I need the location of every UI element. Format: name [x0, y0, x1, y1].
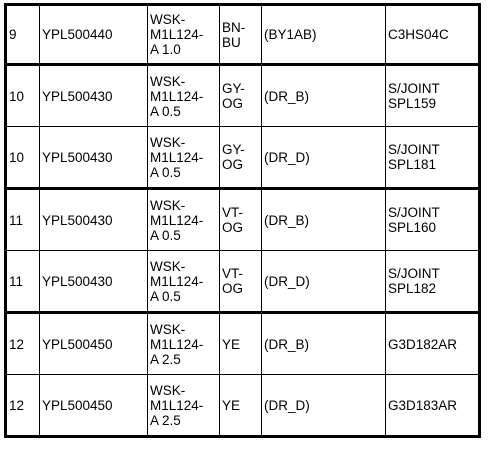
wire-number-cell: 9: [6, 5, 40, 65]
wire-spec-cell: WSK- M1L124- A 0.5: [148, 65, 220, 127]
wire-harness-table: [4, 3, 481, 438]
wire-spec-cell: WSK- M1L124- A 0.5: [148, 251, 220, 313]
connection-cell: G3D182AR: [386, 313, 480, 375]
table-row: [6, 65, 480, 127]
part-number-cell: YPL500450: [40, 313, 148, 375]
wire-color-cell: GY- OG: [220, 65, 262, 127]
wire-number-cell: 12: [6, 375, 40, 437]
wire-number-cell: 11: [6, 189, 40, 251]
circuit-cell: (DR_B): [262, 189, 386, 251]
wire-color-cell: BN- BU: [220, 5, 262, 65]
part-number-cell: YPL500440: [40, 5, 148, 65]
wire-color-cell: VT- OG: [220, 251, 262, 313]
part-number-cell: YPL500430: [40, 127, 148, 189]
circuit-cell: (DR_B): [262, 65, 386, 127]
wire-number-cell: 12: [6, 313, 40, 375]
wire-spec-cell: WSK- M1L124- A 2.5: [148, 375, 220, 437]
wire-number-cell: 10: [6, 65, 40, 127]
wire-number-cell: 10: [6, 127, 40, 189]
wire-spec-cell: WSK- M1L124- A 0.5: [148, 127, 220, 189]
connection-cell: C3HS04C: [386, 5, 480, 65]
connection-cell: G3D183AR: [386, 375, 480, 437]
table-row: [6, 189, 480, 251]
circuit-cell: (DR_D): [262, 375, 386, 437]
table-row: [6, 313, 480, 375]
wire-number-cell: 11: [6, 251, 40, 313]
part-number-cell: YPL500450: [40, 375, 148, 437]
wire-color-cell: GY- OG: [220, 127, 262, 189]
part-number-cell: YPL500430: [40, 189, 148, 251]
wire-color-cell: YE: [220, 375, 262, 437]
table-row: [6, 5, 480, 65]
connection-cell: S/JOINT SPL159: [386, 65, 480, 127]
circuit-cell: (DR_D): [262, 127, 386, 189]
table-row: [6, 251, 480, 313]
connection-cell: S/JOINT SPL181: [386, 127, 480, 189]
table-row: [6, 127, 480, 189]
circuit-cell: (BY1AB): [262, 5, 386, 65]
wire-color-cell: YE: [220, 313, 262, 375]
wire-spec-cell: WSK- M1L124- A 2.5: [148, 313, 220, 375]
circuit-cell: (DR_D): [262, 251, 386, 313]
wire-color-cell: VT- OG: [220, 189, 262, 251]
part-number-cell: YPL500430: [40, 251, 148, 313]
wire-spec-cell: WSK- M1L124- A 0.5: [148, 189, 220, 251]
circuit-cell: (DR_B): [262, 313, 386, 375]
connection-cell: S/JOINT SPL160: [386, 189, 480, 251]
connection-cell: S/JOINT SPL182: [386, 251, 480, 313]
wire-spec-cell: WSK- M1L124- A 1.0: [148, 5, 220, 65]
part-number-cell: YPL500430: [40, 65, 148, 127]
table-row: [6, 375, 480, 437]
